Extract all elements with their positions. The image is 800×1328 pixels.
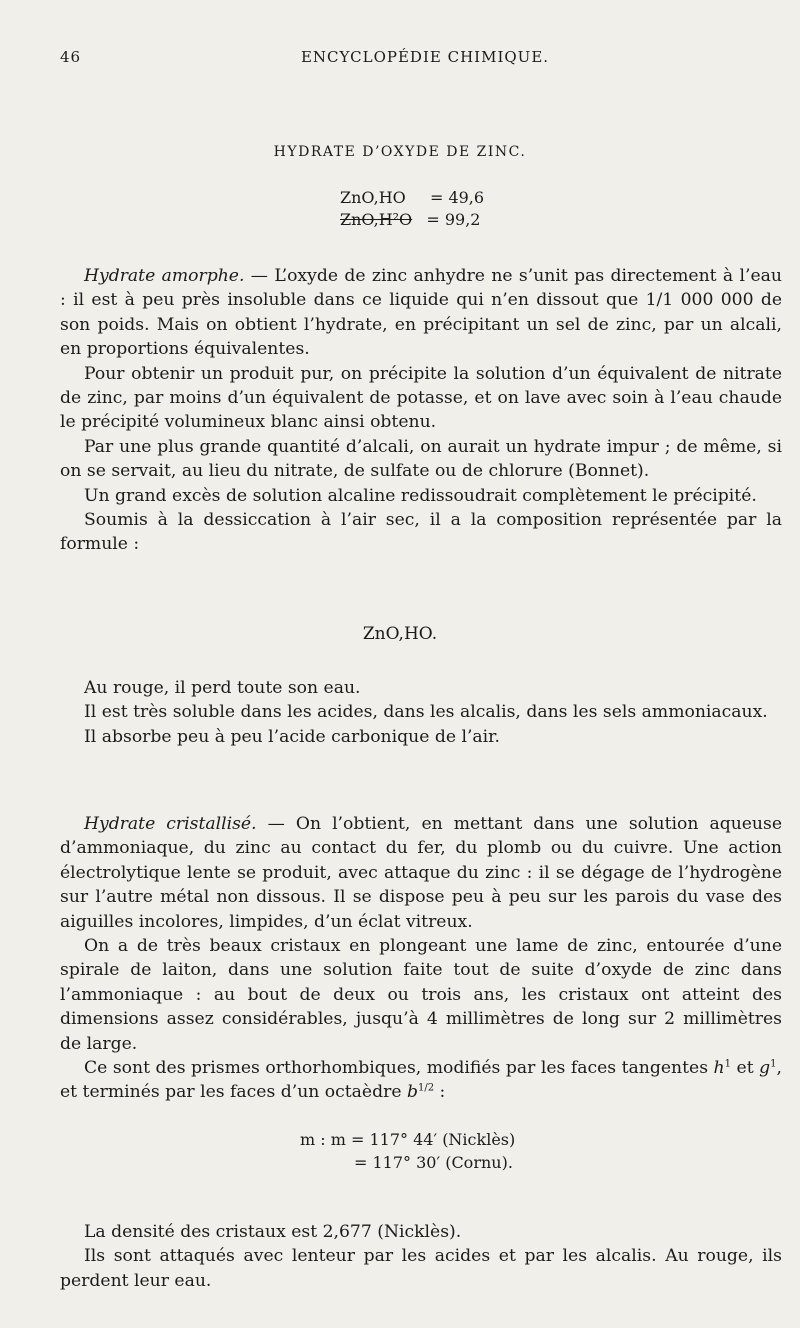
amorphe-paragraph-4: Un grand excès de solution alcaline redissoudrait complètement le précipité. bbox=[84, 485, 757, 506]
formula-2-left: ZnO,H²O bbox=[340, 210, 413, 229]
cristallise-paragraph-1: Hydrate cristallisé. — On l’obtient, en mettant dans une solution aqueuse d’ammoniaque, du zinc au contact du fer, du plomb ou du cuivre. Une action électrolytique lente se produit, avec attaque du zinc : il se dégage de l’hydrogène sur l’autre métal non dissous. Il se dispose peu à peu sur les parois du vase des aiguilles incolores, limpides, d’un éclat vitreux. bbox=[60, 814, 782, 932]
cristallise-paragraph-5: Ils sont attaqués avec lenteur par les acides et par les alcalis. Au rouge, ils perdent leur eau. bbox=[60, 1246, 782, 1291]
cristallise-section-end bbox=[60, 1220, 782, 1293]
amorphe-paragraph-5: Soumis à la dessiccation à l’air sec, il a la composition représentée par la formule : bbox=[60, 510, 782, 555]
angle-equations bbox=[300, 1128, 515, 1174]
cristallise-paragraph-4: La densité des cristaux est 2,677 (Nicklès). bbox=[84, 1222, 462, 1242]
formula-1-left: ZnO,HO bbox=[340, 188, 406, 207]
angle-equation-1: m : m = 117° 44′ (Nicklès) bbox=[300, 1130, 516, 1149]
formula-block bbox=[340, 187, 484, 231]
section-title: HYDRATE D’OXYDE DE ZINC. bbox=[273, 144, 527, 160]
formula-row-1 bbox=[340, 187, 484, 209]
cristallise-paragraph-2: On a de très beaux cristaux en plongeant une lame de zinc, entourée d’une spirale de laiton, dans une solution faite tout de suite d’oxyde de zinc dans l’ammoniaque : au bout de deux ou trois ans, les cristaux ont atteint des dimensions assez considérables, jusqu’à 4 millimètres de long sur 2 millimètres de large. bbox=[60, 936, 782, 1054]
amorphe-paragraph-3: Par une plus grande quantité d’alcali, on aurait un hydrate impur ; de même, si on se servait, au lieu du nitrate, de sulfate ou de chlorure (Bonnet). bbox=[60, 436, 782, 482]
amorphe-paragraph-7: Il est très soluble dans les acides, dans les alcalis, dans les sels ammoniacaux. bbox=[84, 702, 768, 723]
angle-equation-2: = 117° 30′ (Cornu). bbox=[354, 1153, 513, 1172]
amorphe-section bbox=[60, 264, 782, 557]
formula-2-value: = 99,2 bbox=[426, 210, 481, 229]
page-number: 46 bbox=[60, 48, 82, 66]
amorphe-paragraph-1: Hydrate amorphe. — L’oxyde de zinc anhydre ne s’unit pas directement à l’eau : il est à peu près insoluble dans ce liquide qui n’en dissout que 1/1 000 000 de son poids. Mais on obtient l’hydrate, en précipitant un sel de zinc, par un alcali, en proportions équivalentes. bbox=[60, 266, 782, 360]
cristallise-heading: Hydrate cristallisé. bbox=[84, 814, 257, 834]
amorphe-paragraph-6: Au rouge, il perd toute son eau. bbox=[84, 678, 361, 698]
formula-row-2 bbox=[340, 209, 484, 231]
amorphe-section-end bbox=[60, 676, 782, 749]
formula-center: ZnO,HO. bbox=[362, 624, 438, 644]
cristallise-paragraph-3: Ce sont des prismes orthorhombiques, modifiés par les faces tangentes $h^1$ et $g^1$, et terminés par les faces d’un octaèdre $b^{1/2}$ : bbox=[60, 1058, 782, 1103]
cristallise-section bbox=[60, 812, 782, 1105]
amorphe-paragraph-2: Pour obtenir un produit pur, on précipite la solution d’un équivalent de nitrate de zinc, par moins d’un équivalent de potasse, et on lave avec soin à l’eau chaude le précipité volumineux blanc ainsi obtenu. bbox=[60, 363, 782, 433]
formula-1-value: = 49,6 bbox=[429, 188, 485, 207]
running-title: ENCYCLOPÉDIE CHIMIQUE. bbox=[300, 48, 550, 66]
amorphe-heading: Hydrate amorphe. bbox=[84, 266, 245, 286]
amorphe-paragraph-8: Il absorbe peu à peu l’acide carbonique de l’air. bbox=[84, 726, 500, 747]
page-header bbox=[60, 48, 790, 72]
